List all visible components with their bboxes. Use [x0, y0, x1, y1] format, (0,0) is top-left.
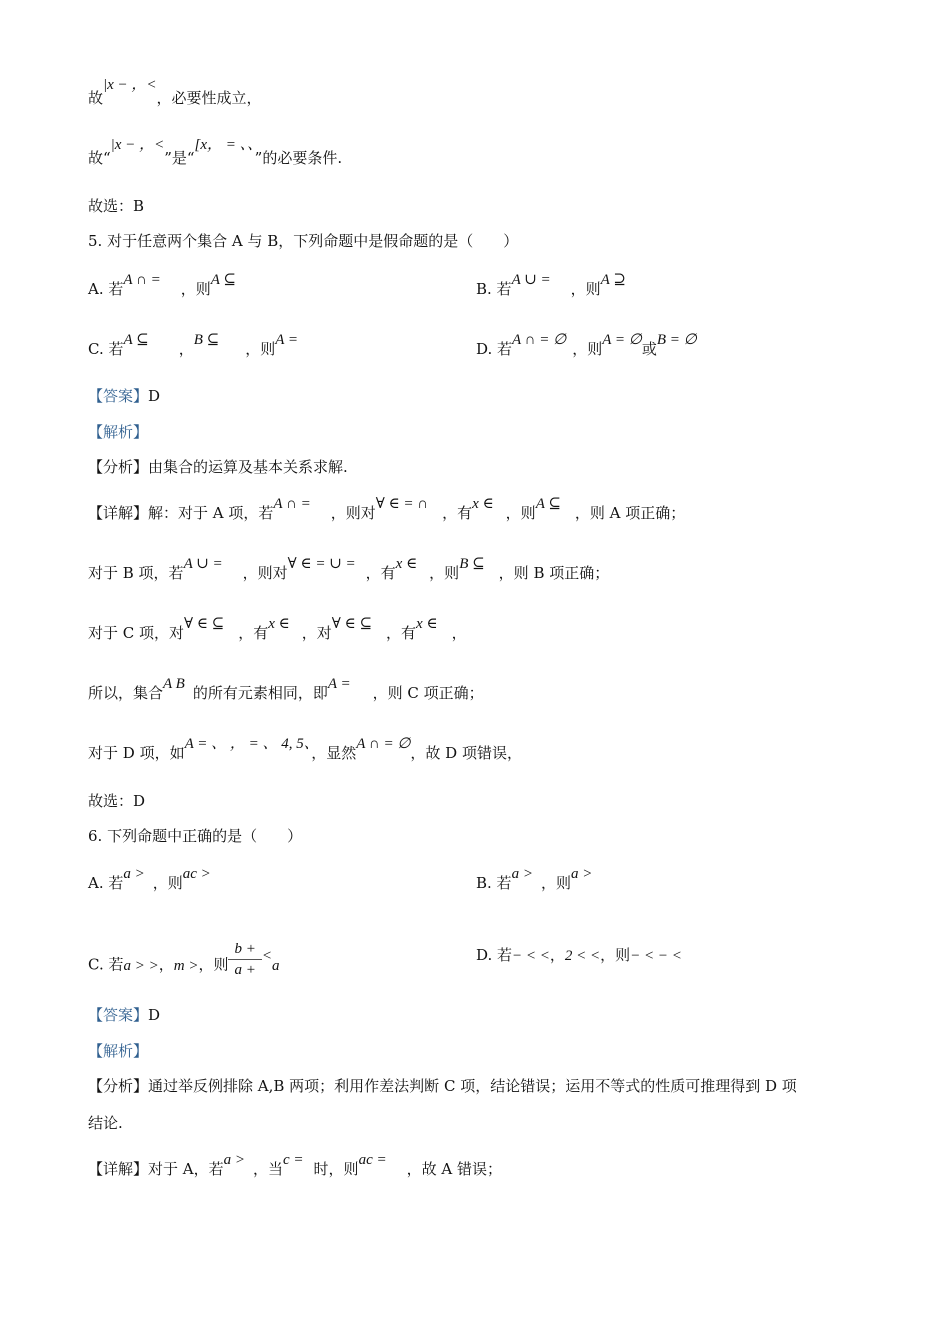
q6-option-c: C. 若a > >，m >，则 $\frac{b +}{a +}$ <a — [88, 941, 280, 978]
q6-option-d: D. 若− < <，2 < <，则− < − < — [476, 946, 682, 964]
q5-pick: 故选：D — [88, 792, 146, 810]
text-line: 故|x − ，<，必要性成立， — [88, 77, 262, 107]
fraction: $\frac{b +}{a +}$ — [228, 939, 261, 980]
q6-fenxi-cont: 结论. — [88, 1114, 123, 1132]
q6-answer: 【答案】D — [88, 1006, 161, 1024]
q5-fenxi: 【分析】由集合的运算及基本关系求解. — [88, 458, 348, 476]
question-6-stem: 6. 下列命题中正确的是（ ） — [88, 827, 303, 845]
q6-analysis-tag: 【解析】 — [88, 1042, 149, 1060]
q6-fenxi: 【分析】通过举反例排除 A,B 两项；利用作差法判断 C 项，结论错误；运用不等式的性质可推理得到 D 项 — [88, 1077, 797, 1095]
q5-option-b: B. 若A ∪ = ，则A ⊇ — [476, 272, 626, 298]
question-5-stem: 5. 对于任意两个集合 A 与 B，下列命题中是假命题的是（ ） — [88, 232, 519, 250]
q5-detail-c: 对于 C 项，对∀ ∈ ⊆ ，有x ∈ ，对∀ ∈ ⊆ ，有x ∈ ， — [88, 616, 467, 642]
q5-option-c: C. 若A ⊆ ，B ⊆ ，则A = — [88, 332, 298, 358]
choice-statement: 故选：B — [88, 197, 145, 215]
q6-option-a: A. 若a > ，则ac > — [88, 866, 211, 892]
q5-option-a: A. 若A ∩ = ，则A ⊆ — [88, 272, 236, 298]
q5-answer: 【答案】D — [88, 387, 161, 405]
math-expr: |x − ，< — [103, 77, 157, 93]
q5-detail-a: 【详解】解：对于 A 项，若A ∩ = ，则对∀ ∈ = ∩ ，有x ∈ ，则A ⊆ ，则 A 项正确； — [88, 496, 686, 522]
text-line: 故“|x − ，<”是“[x， = 、、”的必要条件. — [88, 137, 343, 167]
q6-option-b: B. 若a > ，则a > — [476, 866, 593, 892]
q5-detail-b: 对于 B 项，若A ∪ = ，则对∀ ∈ = ∪ = ，有x ∈ ，则B ⊆ ，则 B 项正确； — [88, 556, 610, 582]
math-expr: |x − ，< — [110, 137, 165, 153]
q6-detail-a: 【详解】对于 A，若a > ，当c = 时，则ac = ，故 A 错误； — [88, 1152, 502, 1178]
q5-detail-d: 对于 D 项，如A = 、 ， = 、 4, 5、，显然A ∩ = ∅，故 D 项错误， — [88, 736, 522, 762]
math-expr: [x， = 、、 — [194, 137, 255, 153]
q5-option-d: D. 若A ∩ = ∅ ，则A = ∅或B = ∅ — [476, 332, 697, 358]
q5-detail-conclusion: 所以，集合A B 的所有元素相同，即A = ，则 C 项正确； — [88, 676, 484, 702]
q5-analysis-tag: 【解析】 — [88, 423, 149, 441]
